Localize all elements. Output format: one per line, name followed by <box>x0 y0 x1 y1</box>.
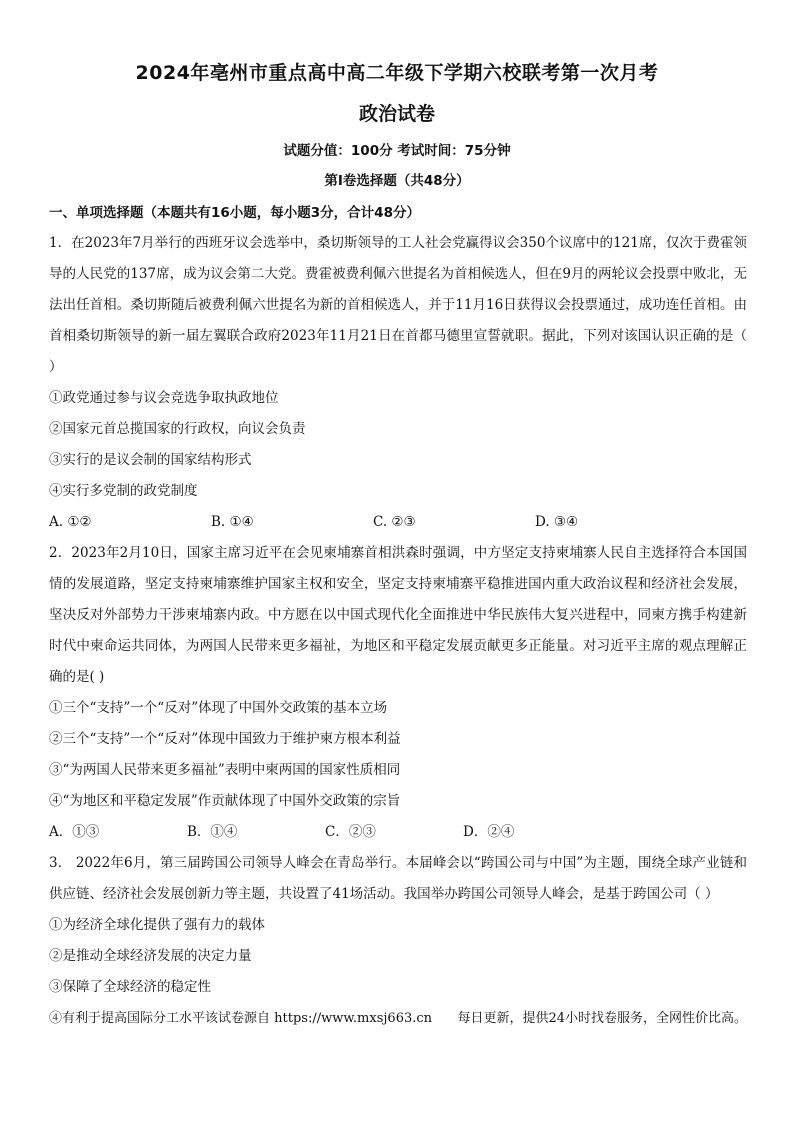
question-2-option: ②三个“支持”一个“反对”体现中国致力于维护柬方根本利益 <box>49 731 401 747</box>
exam-part-heading: 第Ⅰ卷选择题（共48分） <box>324 173 470 189</box>
choice-b: B. ①④ <box>211 514 254 530</box>
question-2-option: ①三个“支持”一个“反对”体现了中国外交政策的基本立场 <box>49 700 388 716</box>
question-3-option: ①为经济全球化提供了强有力的载体 <box>49 917 265 933</box>
question-2-option: ③“为两国人民带来更多福祉”表明中柬两国的国家性质相同 <box>49 762 401 778</box>
question-2-choices <box>49 817 747 848</box>
question-1-option: ①政党通过参与议会竞选争取执政地位 <box>49 390 279 406</box>
exam-title: 2024年亳州市重点高中高二年级下学期六校联考第一次月考 <box>135 62 659 84</box>
exam-subject: 政治试卷 <box>358 103 435 125</box>
question-1-option: ②国家元首总揽国家的行政权，向议会负责 <box>49 421 306 437</box>
choice-d: D．②④ <box>463 824 515 840</box>
question-list <box>49 228 747 1034</box>
question-1-stem: 1．在2023年7月举行的西班牙议会选举中，桑切斯领导的工人社会党赢得议会350个议席中的121席，仅次于费霍领导的人民党的137席，成为议会第二大党。费霍被费利佩六世提名为首相候选人，但在9月的两轮议会投票中败北，无法出任首相。桑切斯随后被费利佩六世提名为新的首相候选人，并于11月16日获得议会投票通过，成功连任首相。由首相桑切斯领导的新一届左翼联合政府2023年11月21日在首都马德里宣誓就职。据此，下列对该国认识正确的是（ ） <box>49 235 747 375</box>
question-2-stem: 2．2023年2月10日，国家主席习近平在会见柬埔寨首相洪森时强调，中方坚定支持柬埔寨人民自主选择符合本国国情的发展道路，坚定支持柬埔寨维护国家主权和安全，坚定支持柬埔寨平稳推进国内重大政治议程和经济社会发展，坚决反对外部势力干涉柬埔寨内政。中方愿在以中国式现代化全面推进中华民族伟大复兴进程中，同柬方携手构建新时代中柬命运共同体，为两国人民带来更多福祉，为地区和平稳定发展贡献更多正能量。对习近平主席的观点理解正确的是( ) <box>49 545 747 685</box>
question-3-stem: 3． 2022年6月，第三届跨国公司领导人峰会在青岛举行。本届峰会以“跨国公司与中国”为主题，围绕全球产业链和供应链、经济社会发展创新力等主题，共设置了41场活动。我国举办跨国公司领导人峰会，是基于跨国公司（ ） <box>49 855 747 902</box>
question-3-option-source-link[interactable]: ④有利于提高国际分工水平该试卷源自 https://www.mxsj663.cn <box>49 1011 433 1026</box>
section-heading: 一、单项选择题（本题共有16小题，每小题3分，合计48分） <box>49 205 420 221</box>
choice-b: B．①④ <box>187 824 238 840</box>
choice-c: C．②③ <box>325 824 376 840</box>
choice-c: C. ②③ <box>373 514 416 530</box>
choice-a: A. ①② <box>49 514 92 530</box>
question-1-choices <box>49 507 747 538</box>
exam-meta: 试题分值：100分 考试时间：75分钟 <box>283 143 511 159</box>
footer-note: 每日更新，提供24小时找卷服务，全网性价比高。 <box>457 1011 747 1026</box>
question-1-option: ④实行多党制的政党制度 <box>49 483 198 499</box>
choice-a: A．①③ <box>49 824 100 840</box>
question-3-option: ③保障了全球经济的稳定性 <box>49 979 211 995</box>
choice-d: D. ③④ <box>535 514 579 530</box>
question-3-last-line <box>49 1003 747 1034</box>
question-3-option: ②是推动全球经济发展的决定力量 <box>49 948 252 964</box>
question-1-option: ③实行的是议会制的国家结构形式 <box>49 452 252 468</box>
question-2-option: ④“为地区和平稳定发展”作贡献体现了中国外交政策的宗旨 <box>49 793 401 809</box>
